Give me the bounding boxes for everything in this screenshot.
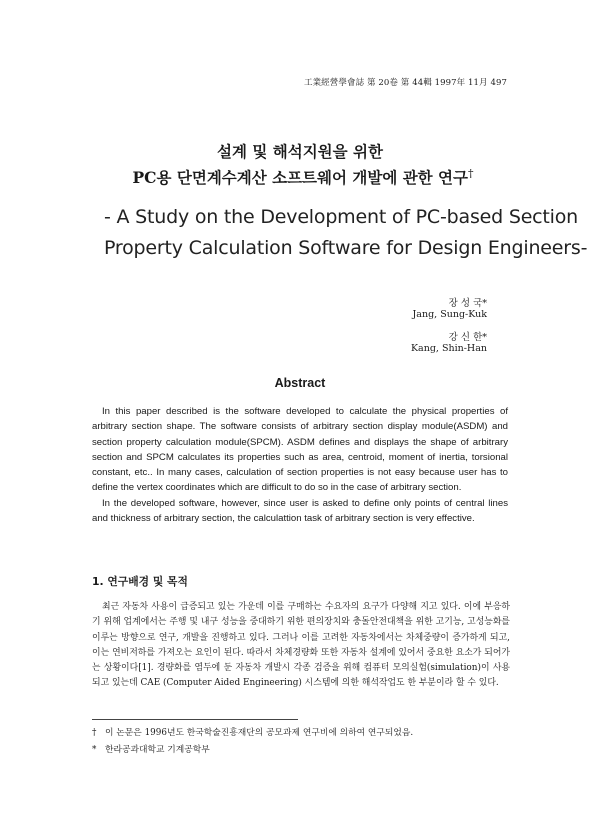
footnote-funding-text: 이 논문은 1996년도 한국학술진흥재단의 공모과제 연구비에 의하여 연구되었음.: [105, 728, 414, 738]
author2-english-name: Kang, Shin-Han: [410, 343, 487, 354]
korean-title-line1: 설계 및 해석지원을 위한: [217, 142, 383, 161]
abstract-heading: Abstract: [274, 376, 326, 390]
english-title-line1: - A Study on the Development of PC-based Section: [104, 206, 579, 228]
footnote-divider: [92, 719, 298, 720]
abstract-paragraph-2: In the developed software, however, since user is asked to define only points of central lines and thickness of arbitrary section, the calculattion task of arbitrary section is very effective.: [92, 497, 508, 525]
section1-paragraph-1: 최근 자동차 사용이 급증되고 있는 가운데 이를 구매하는 수요자의 요구가 다양해 지고 있다. 이에 부응하기 위해 업계에서는 주행 및 내구 성능을 중대하기 위한 편의장치와 충돌안전대책을 위한 고기능, 고성능화를 이루는 방향으로 연구, 개발을 진행하고 있다. 그러나 이를 고려한 자동차에서는 차체중량이 증가하게 되고, 이는 연비저하를 가져오는 요인이 된다. 따라서 차체경량화 또한 자동차 설계에 있어서 중요한 요소가 되어가는 상황이다[1]. 경량화를 염두에 둔 자동차 개발시 각종 검증을 위해 컴퓨터 모의실험(simulation)이 사용되고 있는데 CAE (Computer Aided Engineering) 시스템에 의한 해석작업도 한 부분이라 할 수 있다.: [92, 602, 510, 689]
english-title-line2: Property Calculation Software for Design Engineers-: [104, 237, 588, 259]
footnote-dagger-mark: †: [92, 728, 97, 738]
footnote-affiliation-text: 한라공과대학교 기계공학부: [105, 745, 210, 755]
footnote-affiliation: [92, 742, 210, 755]
footnote-funding: [92, 725, 413, 738]
korean-title-line2: [0, 166, 600, 188]
author1-english-name: Jang, Sung-Kuk: [412, 309, 487, 320]
title-dagger-mark: †: [467, 166, 474, 180]
korean-title-line2-text: PC용 단면계수계산 소프트웨어 개발에 관한 연구: [132, 168, 468, 187]
author1-korean-name: 장 성 국*: [448, 298, 487, 309]
section1-body: [92, 600, 510, 692]
author2-korean-name: 강 신 한*: [448, 332, 487, 343]
abstract-body: [92, 404, 508, 526]
journal-citation: 工業經營學會誌 第 20卷 第 44輯 1997年 11月 497: [303, 78, 507, 88]
footnote-asterisk-mark: *: [92, 745, 97, 755]
section1-heading: 1. 연구배경 및 목적: [92, 575, 188, 588]
abstract-paragraph-1: In this paper described is the software developed to calculate the physical properties of arbitrary section shape. The software consists of arbitrary section display module(ASDM) and section property calculation module(SPCM). ASDM defines and displays the shape of arbitrary section and SPCM calculates its properties such as area, centroid, moment of inertia, torsional constant, etc.. In many cases, calculation of section properties is not easy because user has to define the vertex coordinates which are difficult to do so in the case of arbitrary section.: [92, 406, 508, 494]
